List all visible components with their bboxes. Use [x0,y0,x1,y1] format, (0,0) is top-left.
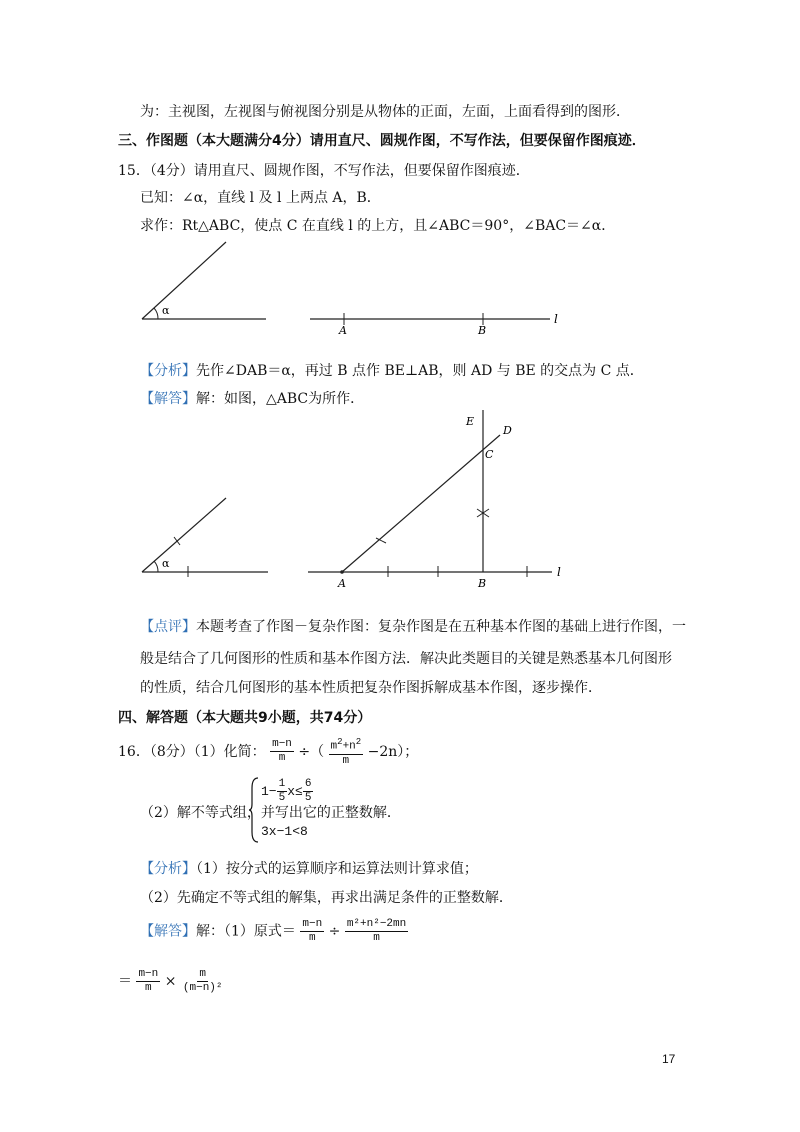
left-brace [249,776,259,844]
angle-ray-upper [142,242,226,319]
frac1-num: m−n [272,738,292,751]
point-label-D: D [503,424,512,437]
frac1-den: m [278,752,286,765]
eq-frac-2: $\frac{m}{\text{(m−n)²}}$ [182,968,223,994]
q16-stem-prefix: 16．（8分）（1）化简： [118,743,266,760]
q15-analysis [140,360,644,380]
line-label-l: l [557,565,561,579]
alpha-label: α [162,304,170,317]
point-label-B: B [478,324,487,337]
ans-frac-1: $\frac{m-n}{m}$ [302,918,323,944]
point-A-dot [340,570,344,574]
point-label-A: A [339,324,347,337]
q16-part1 [118,736,418,768]
analysis-tag: 【分析】 [140,363,196,379]
part2-prefix: （2）解不等式组 [140,805,247,821]
answer-tag: 【解答】 [140,923,196,940]
inequality-1: 1− $\frac{1}{5}$ x≤ $\frac{6}{5}$ [261,778,312,804]
angle-arc [154,308,158,319]
point-label-B: B [478,577,487,590]
q15-known: 已知：∠α，直线 l 及 l 上两点 A，B． [140,190,381,206]
q16-analysis-2: （2）先确定不等式组的解集，再求出满足条件的正整数解． [140,890,513,906]
part2-suffix: ，并写出它的正整数解． [246,805,401,821]
answer-tag: 【解答】 [140,391,196,407]
line-label-l: l [554,312,558,326]
page-number: 17 [662,1052,676,1066]
angle-ray-upper [142,498,226,572]
analysis-tag: 【分析】 [140,861,196,877]
q16-tail: −2n）； [367,743,419,760]
inequality-2: 3x−1<8 [261,824,308,839]
angle-arc [154,561,158,572]
comment-line-3: 的性质，结合几何图形的基本性质把复杂作图拆解成基本作图，逐步操作． [140,680,602,696]
answer-text: 解：如图，△ABC为所作． [196,391,365,407]
fraction-2 [329,736,364,768]
point-label-A: A [338,577,346,590]
frac2-num: $m^2+n^2$ [330,737,362,753]
line-AD [342,435,500,572]
comment-line-1: 本题考查了作图－复杂作图：复杂作图是在五种基本作图的基础上进行作图，一 [196,619,686,635]
analysis-text: 先作∠DAB＝α，再过 B 点作 BE⊥AB，则 AD 与 BE 的交点为 C 点． [196,363,644,379]
eq-frac-1: $\frac{m-n}{m}$ [138,968,159,994]
point-label-C: C [485,448,494,461]
section4-heading: 四、解答题（本大题共9小题，共74分） [118,710,372,726]
frac2-den: m [342,754,350,767]
alpha-label: α [162,557,170,570]
comment-line-2: 般是结合了几何图形的性质和基本作图方法．解决此类题目的关键是熟悉基本几何图形 [140,651,672,667]
q16-part2 [140,802,401,822]
point-label-E: E [466,415,475,428]
q16-analysis-1: 【分析】（1）按分式的运算顺序和运算法则计算求值； [140,861,478,877]
q16-answer-line1: 【解答】解：（1）原式＝ $\frac{m-n}{m}$ ÷ $\frac{\text{m²+n²−2mn}}{m}$ [140,918,407,944]
comment-tag: 【点评】 [140,619,196,635]
q15-stem: 15．（4分）请用直尺、圆规作图，不写作法，但要保留作图痕迹． [118,163,530,179]
q15-require: 求作：Rt△ABC，使点 C 在直线 l 的上方，且∠ABC＝90°，∠BAC＝∠α． [140,218,616,234]
line-view-explanation: 为：主视图，左视图与俯视图分别是从物体的正面，左面，上面看得到的图形． [140,104,630,120]
div-sign: ÷（ [298,743,325,760]
fraction-1 [270,738,294,765]
ans-frac-2: $\frac{\text{m²+n²−2mn}}{m}$ [346,918,407,944]
section3-heading: 三、作图题（本大题满分4分）请用直尺、圆规作图，不写作法，但要保留作图痕迹． [118,133,646,149]
q15-figure-given [130,240,580,340]
q16-answer-line2: ＝ $\frac{m-n}{m}$ × $\frac{m}{\text{(m−n)²}}$ [118,968,223,994]
q15-figure-solution [130,405,580,595]
